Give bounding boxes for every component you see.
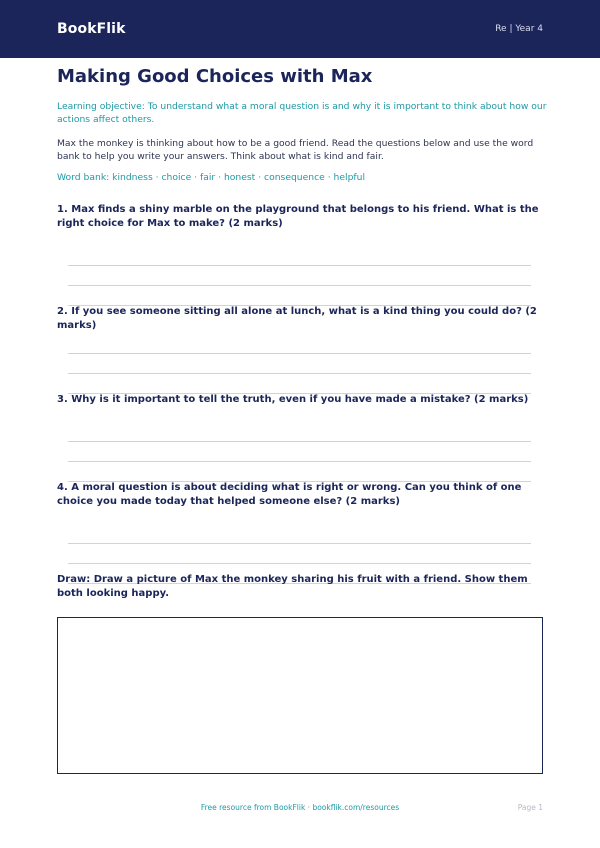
page-header — [0, 0, 600, 58]
answer-line[interactable] — [68, 461, 531, 462]
instructions: Max the monkey is thinking about how to be a good friend. Read the questions below and use the word bank to help you write your answers. Think about what is kind and fair. — [57, 138, 534, 162]
answer-line[interactable] — [68, 373, 531, 374]
brand-logo: BookFlik — [57, 21, 126, 37]
page-number: Page 1 — [517, 803, 543, 812]
learning-objective: Learning objective: To understand what a moral question is and why it is important to think about how our actions affect others. — [57, 101, 547, 125]
answer-line[interactable] — [68, 285, 531, 286]
drawing-box[interactable] — [57, 617, 543, 774]
footer-text: Free resource from BookFlik · bookflik.com/resources — [200, 803, 400, 812]
drawing-task: Draw: Draw a picture of Max the monkey sharing his fruit with a friend. Show them both looking happy. — [57, 574, 528, 599]
answer-line[interactable] — [68, 441, 531, 442]
worksheet-title: Making Good Choices with Max — [57, 66, 373, 87]
word-bank: Word bank: kindness · choice · fair · honest · consequence · helpful — [57, 172, 366, 183]
answer-line[interactable] — [68, 265, 531, 266]
question-4: 4. A moral question is about deciding what is right or wrong. Can you think of one choice you made today that helped someone else? (2 marks) — [57, 482, 522, 507]
question-1: 1. Max finds a shiny marble on the playground that belongs to his friend. What is the right choice for Max to make? (2 marks) — [57, 204, 539, 229]
question-3: 3. Why is it important to tell the truth, even if you have made a mistake? (2 marks) — [57, 394, 529, 405]
subject-year-label: Re | Year 4 — [495, 24, 543, 34]
answer-line[interactable] — [68, 353, 531, 354]
question-2: 2. If you see someone sitting all alone at lunch, what is a kind thing you could do? (2 marks) — [57, 306, 537, 331]
answer-line[interactable] — [68, 543, 531, 544]
answer-line[interactable] — [68, 563, 531, 564]
